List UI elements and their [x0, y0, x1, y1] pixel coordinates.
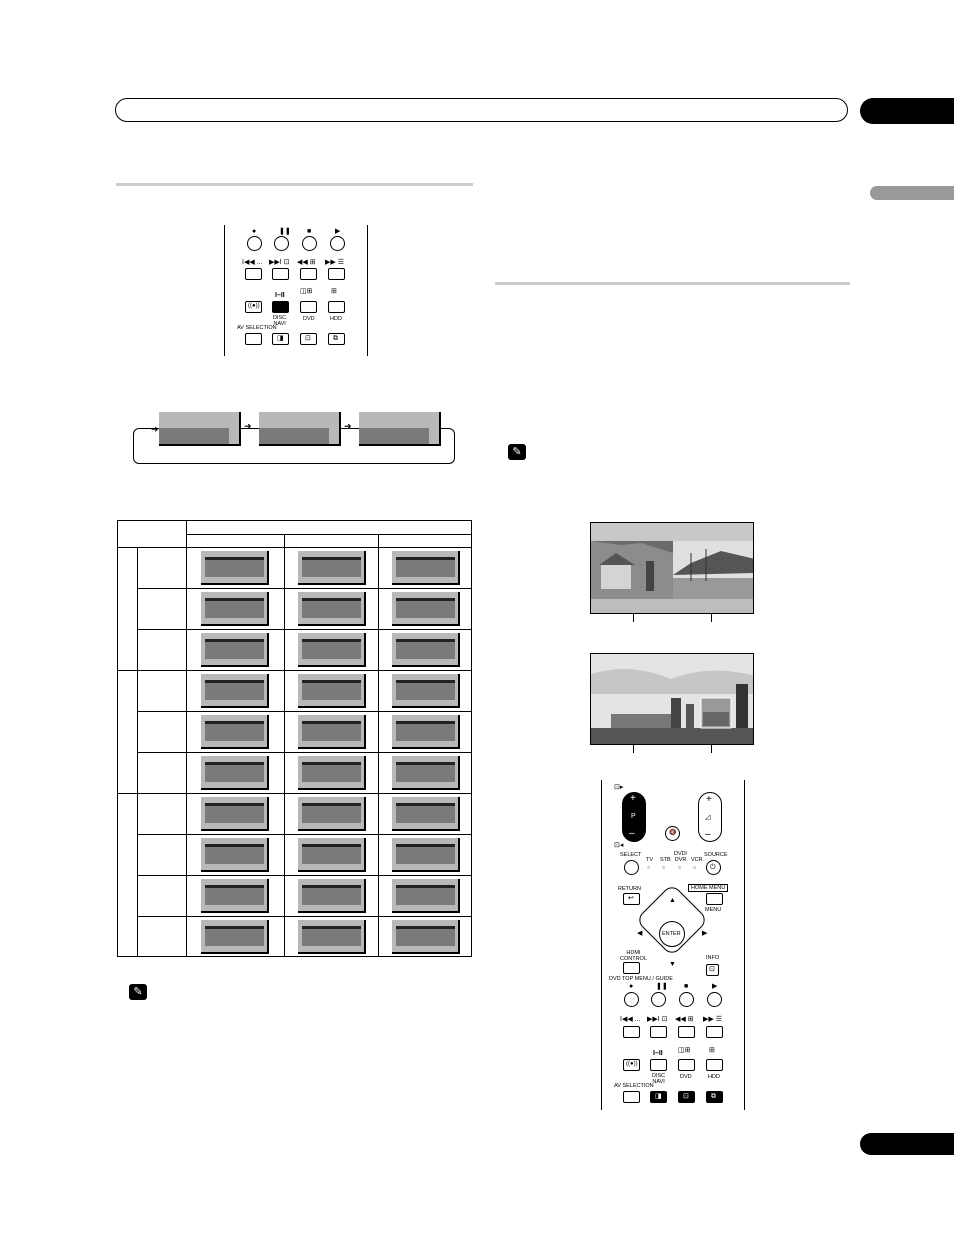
dvd-menu-icon: ◫⊞ [300, 288, 313, 295]
table-divider [118, 670, 472, 671]
example-screen [392, 920, 460, 954]
skip-forward-button[interactable] [272, 268, 289, 280]
stb-label: STB [660, 857, 671, 863]
split-screen-button[interactable] [272, 333, 289, 345]
example-screen [392, 756, 460, 790]
example-screen-inner [205, 926, 264, 946]
example-screen [298, 797, 366, 831]
disc-navi-button[interactable] [272, 301, 289, 313]
table-divider [137, 629, 472, 630]
example-screen-inner [396, 926, 455, 946]
example-screen-inner [396, 803, 455, 823]
channel-up-icon: ⊡▸ [614, 784, 624, 791]
chapter-header-bar [115, 98, 848, 122]
example-screen [392, 715, 460, 749]
example-screen [298, 920, 366, 954]
example-screen-inner [396, 762, 455, 782]
callout-line [711, 745, 712, 753]
callout-line [633, 614, 634, 622]
page-number-tab [860, 1133, 954, 1155]
callout-line [711, 614, 712, 622]
volume-ramp-icon: ◿ [705, 814, 711, 821]
info-icon: ⊡ [709, 966, 715, 973]
fast-forward-button[interactable] [706, 1026, 723, 1038]
example-screen-inner [396, 557, 455, 577]
example-screen [201, 797, 269, 831]
chapter-number-tab [860, 98, 954, 124]
example-screen [298, 715, 366, 749]
mpx-label: I–II [653, 1050, 663, 1057]
hdd-menu-icon: ⊞ [331, 288, 337, 295]
example-screen [392, 633, 460, 667]
freeze-icon: ⧉ [711, 1093, 716, 1100]
example-screen-inner [302, 762, 361, 782]
av-selection-label: AV SELECTION [614, 1083, 654, 1089]
channel-down-icon: ⊡◂ [614, 842, 624, 849]
stop-icon: ■ [307, 228, 312, 235]
pause-button[interactable] [274, 236, 289, 251]
section-rule-left [116, 183, 473, 186]
split-screen-photo [590, 522, 754, 614]
example-screen [392, 551, 460, 585]
split-screen-button[interactable] [650, 1091, 667, 1103]
example-screen-inner [302, 598, 361, 618]
select-label: SELECT [620, 852, 642, 858]
rec-dot-icon: ● [629, 983, 634, 990]
table-divider [186, 521, 187, 957]
swap-icon: ⊡ [305, 335, 311, 342]
table-divider [137, 711, 472, 712]
rec-dot-icon: ● [252, 228, 257, 235]
example-screen [392, 674, 460, 708]
av-selection-button[interactable] [623, 1091, 640, 1103]
example-screen-inner [302, 803, 361, 823]
freeze-button[interactable] [706, 1091, 723, 1103]
tv-label: TV [646, 857, 654, 863]
table-divider [137, 875, 472, 876]
split-screen-image [591, 523, 754, 614]
enter-button[interactable] [659, 921, 685, 947]
right-arrow-icon[interactable]: ▶ [702, 930, 708, 937]
example-screen-inner [396, 639, 455, 659]
stop-icon: ■ [684, 983, 689, 990]
example-screen-inner [302, 557, 361, 577]
channel-rocker[interactable] [622, 792, 646, 842]
fast-forward-symbol: ▶▶ ☰ [325, 259, 344, 266]
dvd-dvr-label: DVD/ DVR [674, 851, 688, 863]
play-button[interactable] [707, 992, 722, 1007]
skip-back-button[interactable] [245, 268, 262, 280]
av-selection-button[interactable] [245, 333, 262, 345]
example-screen-inner [205, 803, 264, 823]
hdd-label: HDD [708, 1074, 720, 1080]
mode-screen [359, 412, 441, 446]
table-divider [137, 834, 472, 835]
example-screen [392, 797, 460, 831]
example-screen [298, 756, 366, 790]
pause-icon: ❚❚ [656, 983, 668, 990]
dvd-button[interactable] [678, 1059, 695, 1071]
example-screen [201, 633, 269, 667]
volume-down-icon: – [705, 829, 711, 840]
split-icon: ◨ [277, 335, 284, 342]
mode-cycle-diagram [133, 410, 455, 465]
plus-icon: + [630, 793, 636, 804]
surround-icon: ((●)) [626, 1061, 638, 1067]
stb-led-icon: ○ [662, 865, 666, 871]
select-button[interactable] [624, 860, 639, 875]
mode-screen [159, 412, 241, 446]
example-screen-inner [302, 721, 361, 741]
dvd-label: DVD [303, 316, 315, 322]
example-screen-inner [205, 844, 264, 864]
swap-icon: ⊡ [683, 1093, 689, 1100]
vcr-label: VCR [691, 857, 703, 863]
tv-led-icon: ○ [647, 865, 651, 871]
mute-button[interactable] [665, 826, 680, 841]
section-rule-right [495, 282, 850, 285]
table-divider [137, 752, 472, 753]
volume-up-icon: + [706, 794, 712, 805]
left-arrow-icon[interactable]: ◀ [637, 930, 643, 937]
language-tab [870, 186, 954, 200]
hdmi-control-label: HDMI CONTROL [620, 950, 647, 962]
hdd-button[interactable] [706, 1059, 723, 1071]
surround-button[interactable] [245, 301, 262, 313]
source-label: SOURCE [704, 852, 728, 858]
vcr-led-icon: ○ [693, 865, 697, 871]
record-button[interactable] [247, 236, 262, 251]
power-icon: ⏻ [710, 864, 716, 871]
volume-rocker[interactable] [698, 792, 722, 842]
stop-button[interactable] [679, 992, 694, 1007]
pencil-icon: ✎ [129, 984, 147, 1000]
screen-size-table [117, 520, 472, 957]
skip-forward-button[interactable] [650, 1026, 667, 1038]
arrow-right-icon: ➜ [244, 421, 252, 431]
disc-navi-label: DISC NAVI [273, 315, 287, 327]
surround-button[interactable] [623, 1059, 640, 1071]
example-screen [298, 879, 366, 913]
example-screen [201, 838, 269, 872]
example-screen [201, 715, 269, 749]
home-menu-label: HOME MENU [688, 884, 728, 892]
surround-icon: ((●)) [248, 303, 260, 309]
freeze-icon: ⧉ [333, 335, 338, 342]
example-screen-inner [302, 844, 361, 864]
table-divider [284, 535, 285, 957]
example-screen-inner [205, 885, 264, 905]
pip-image [591, 654, 754, 745]
return-label: RETURN [618, 886, 641, 892]
example-screen [201, 920, 269, 954]
skip-forward-symbol: ▶▶I ⊡ [647, 1016, 668, 1023]
hdd-button[interactable] [328, 301, 345, 313]
info-button[interactable] [706, 964, 719, 976]
example-screen [201, 674, 269, 708]
example-screen [298, 592, 366, 626]
fast-forward-button[interactable] [328, 268, 345, 280]
mute-icon: 🔇 [669, 830, 677, 836]
table-divider [118, 547, 472, 548]
info-label: INFO [706, 955, 720, 961]
example-screen [201, 551, 269, 585]
skip-back-button[interactable] [623, 1026, 640, 1038]
dvd-top-menu-label: DVD TOP MENU / GUIDE [609, 976, 673, 982]
example-screen-inner [302, 680, 361, 700]
example-screen-inner [396, 598, 455, 618]
picture-in-picture-photo [590, 653, 754, 745]
av-selection-label: AV SELECTION [237, 325, 277, 331]
mpx-label: I–II [275, 292, 285, 299]
down-arrow-icon[interactable]: ▼ [669, 961, 676, 968]
arrow-right-icon: ➜ [344, 421, 352, 431]
example-screen-inner [205, 557, 264, 577]
disc-navi-label: DISC NAVI [652, 1073, 666, 1085]
table-divider [378, 535, 379, 957]
pause-button[interactable] [651, 992, 666, 1007]
hdd-label: HDD [330, 316, 342, 322]
fast-forward-symbol: ▶▶ ☰ [703, 1016, 722, 1023]
example-screen-inner [205, 762, 264, 782]
skip-back-symbol: I◀◀ ... [242, 259, 263, 266]
pause-icon: ❚❚ [279, 228, 291, 235]
split-icon: ◨ [655, 1093, 662, 1100]
table-divider [118, 793, 472, 794]
freeze-button[interactable] [328, 333, 345, 345]
example-screen-inner [302, 639, 361, 659]
example-screen-inner [396, 844, 455, 864]
example-screen-inner [302, 885, 361, 905]
rewind-symbol: ◀◀ ⊞ [297, 259, 316, 266]
example-screen-inner [302, 926, 361, 946]
play-icon: ▶ [712, 983, 718, 990]
example-screen-inner [396, 721, 455, 741]
dvd-menu-icon: ◫⊞ [678, 1047, 691, 1054]
source-power-button[interactable] [706, 860, 721, 875]
rewind-button[interactable] [300, 268, 317, 280]
dvd-button[interactable] [300, 301, 317, 313]
menu-label: MENU [705, 907, 722, 913]
example-screen [392, 838, 460, 872]
remote-excerpt-small [224, 225, 368, 356]
example-screen-inner [205, 598, 264, 618]
example-screen [298, 551, 366, 585]
mpx-button[interactable] [650, 1059, 667, 1071]
play-icon: ▶ [335, 228, 341, 235]
input-swap-button[interactable] [300, 333, 317, 345]
pencil-icon: ✎ [508, 444, 526, 460]
example-screen [392, 592, 460, 626]
example-screen [298, 838, 366, 872]
enter-label: ENTER [662, 931, 681, 937]
home-menu-button[interactable] [706, 893, 723, 905]
example-screen-inner [205, 680, 264, 700]
example-screen [392, 879, 460, 913]
table-divider [137, 916, 472, 917]
mode-screen [259, 412, 341, 446]
input-swap-button[interactable] [678, 1091, 695, 1103]
dvd-label: DVD [680, 1074, 692, 1080]
minus-icon: – [629, 828, 635, 839]
table-divider [137, 588, 472, 589]
arrow-right-icon: ➜ [151, 424, 159, 434]
record-button[interactable] [624, 992, 639, 1007]
dvd-led-icon: ○ [678, 865, 682, 871]
example-screen [201, 592, 269, 626]
example-screen-inner [205, 639, 264, 659]
remote-full [601, 780, 745, 1110]
hdd-menu-icon: ⊞ [709, 1047, 715, 1054]
callout-line [633, 745, 634, 753]
example-screen-inner [396, 680, 455, 700]
hdmi-control-button[interactable] [623, 962, 640, 974]
example-screen-inner [205, 721, 264, 741]
skip-back-symbol: I◀◀ ... [620, 1016, 641, 1023]
example-screen [298, 633, 366, 667]
channel-label: P [631, 813, 636, 820]
rewind-symbol: ◀◀ ⊞ [675, 1016, 694, 1023]
return-icon: ↩ [628, 895, 634, 902]
example-screen [298, 674, 366, 708]
table-divider [186, 534, 472, 535]
rewind-button[interactable] [678, 1026, 695, 1038]
play-button[interactable] [330, 236, 345, 251]
stop-button[interactable] [302, 236, 317, 251]
up-arrow-icon[interactable]: ▲ [669, 897, 676, 904]
example-screen [201, 756, 269, 790]
skip-forward-symbol: ▶▶I ⊡ [269, 259, 290, 266]
example-screen [201, 879, 269, 913]
example-screen-inner [396, 885, 455, 905]
return-button[interactable] [623, 893, 640, 905]
